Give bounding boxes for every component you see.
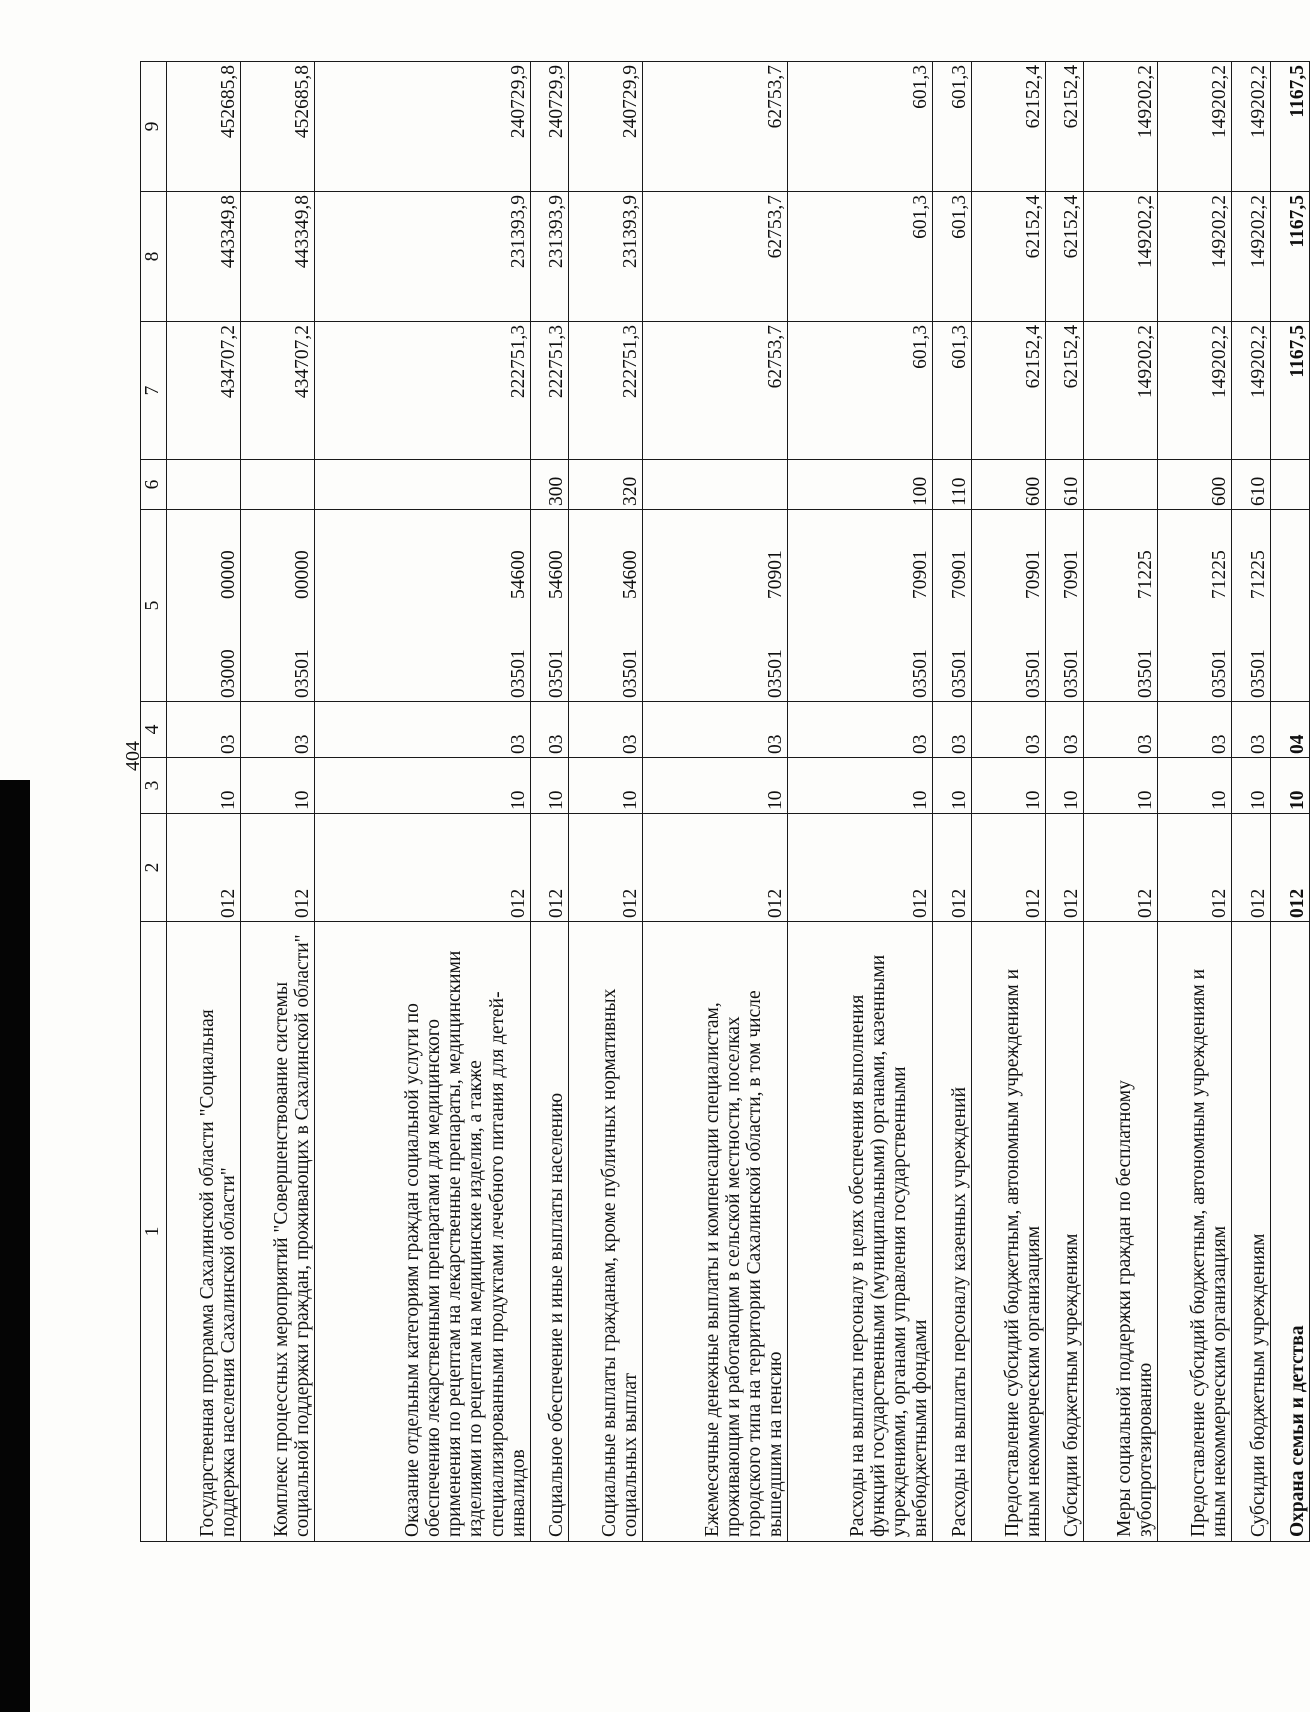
amount-col8: 62152,4	[1045, 192, 1084, 322]
subsection-code: 03	[569, 702, 643, 758]
target-article-cell	[1158, 510, 1232, 702]
ministry-code: 012	[1232, 814, 1271, 922]
row-name: Государственная программа Сахалинской области "Социальная поддержка населения Сахалинской области"	[167, 922, 241, 1542]
amount-col7: 601,3	[788, 322, 933, 460]
header-cell: 6	[141, 460, 167, 510]
target-article-code-b: 00000	[218, 550, 240, 599]
amount-col8: 443349,8	[167, 192, 241, 322]
expense-type-code	[315, 460, 530, 510]
target-article-code-b	[1308, 510, 1309, 609]
header-cell: 4	[141, 702, 167, 758]
expense-type-code: 600	[971, 460, 1045, 510]
row-name: Предоставление субсидий бюджетным, автономным учреждениям и иным некоммерческим организациям	[1158, 922, 1232, 1542]
subsection-code: 03	[971, 702, 1045, 758]
target-article-code-b: 00000	[292, 550, 314, 599]
ministry-code: 012	[788, 814, 933, 922]
table-row	[643, 62, 788, 1542]
section-code: 10	[1232, 758, 1271, 814]
ministry-code: 012	[167, 814, 241, 922]
target-article-cell	[643, 510, 788, 702]
amount-col8: 1167,5	[1271, 192, 1310, 322]
target-article-cell	[569, 510, 643, 702]
expense-type-code: 110	[932, 460, 971, 510]
subsection-code: 03	[315, 702, 530, 758]
amount-col8: 149202,2	[1084, 192, 1158, 322]
amount-col9: 62753,7	[643, 62, 788, 192]
target-article-code-b: 70901	[765, 550, 787, 599]
target-article-code-a: 03501	[1248, 649, 1270, 698]
row-name: Комплекс процессных мероприятий "Совершенствование системы социальной поддержки граждан, проживающих в Сахалинской области"	[241, 922, 315, 1542]
amount-col7: 149202,2	[1084, 322, 1158, 460]
amount-col9: 240729,9	[530, 62, 569, 192]
ministry-code: 012	[1045, 814, 1084, 922]
table-row	[788, 62, 933, 1542]
header-cell: 8	[141, 192, 167, 322]
target-article-code-b: 70901	[948, 550, 970, 599]
amount-col9: 149202,2	[1232, 62, 1271, 192]
amount-col7: 222751,3	[315, 322, 530, 460]
row-name: Социальное обеспечение и иные выплаты населению	[530, 922, 569, 1542]
subsection-code: 03	[1232, 702, 1271, 758]
target-article-code-b: 70901	[1022, 550, 1044, 599]
target-article-cell	[1045, 510, 1084, 702]
target-article-code-a	[1308, 609, 1309, 701]
section-code: 10	[1084, 758, 1158, 814]
target-article-code-a: 03501	[948, 649, 970, 698]
target-article-cell	[530, 510, 569, 702]
ministry-code: 012	[315, 814, 530, 922]
expense-type-code: 300	[530, 460, 569, 510]
amount-col8: 443349,8	[241, 192, 315, 322]
section-code: 10	[643, 758, 788, 814]
target-article-code-b: 54600	[507, 550, 529, 599]
page-number: 404	[122, 741, 144, 771]
header-cell: 9	[141, 62, 167, 192]
target-article-code-b: 71225	[1135, 550, 1157, 599]
amount-col8: 231393,9	[315, 192, 530, 322]
amount-col9: 240729,9	[315, 62, 530, 192]
section-code: 10	[241, 758, 315, 814]
amount-col8: 231393,9	[569, 192, 643, 322]
amount-col8: 231393,9	[530, 192, 569, 322]
target-article-cell	[167, 510, 241, 702]
expense-type-code	[643, 460, 788, 510]
table-row	[167, 62, 241, 1542]
table-row	[1232, 62, 1271, 1542]
subsection-code: 03	[788, 702, 933, 758]
target-article-code-b: 70901	[909, 550, 931, 599]
ministry-code: 012	[569, 814, 643, 922]
amount-col8: 149202,2	[1158, 192, 1232, 322]
target-article-code-a: 03501	[1022, 649, 1044, 698]
amount-col8: 62753,7	[643, 192, 788, 322]
subsection-code: 03	[1084, 702, 1158, 758]
header-cell: 7	[141, 322, 167, 460]
row-name: Ежемесячные денежные выплаты и компенсации специалистам, проживающим и работающим в сельской местности, поселках городского типа на территории Сахалинской области, в том числе вышедшим на пенсию	[643, 922, 788, 1542]
amount-col7: 149202,2	[1158, 322, 1232, 460]
section-code: 10	[932, 758, 971, 814]
ministry-code: 012	[1084, 814, 1158, 922]
target-article-code-a: 03501	[765, 649, 787, 698]
row-name: Охрана семьи и детства	[1271, 922, 1310, 1542]
table-row	[1158, 62, 1232, 1542]
amount-col7: 222751,3	[530, 322, 569, 460]
amount-col9: 240729,9	[569, 62, 643, 192]
target-article-cell	[1271, 510, 1310, 702]
target-article-cell	[1084, 510, 1158, 702]
amount-col9: 452685,8	[167, 62, 241, 192]
ministry-code: 012	[643, 814, 788, 922]
section-code: 10	[1271, 758, 1310, 814]
table-row	[971, 62, 1045, 1542]
target-article-cell	[315, 510, 530, 702]
subsection-code: 03	[241, 702, 315, 758]
ministry-code: 012	[932, 814, 971, 922]
table-row	[241, 62, 315, 1542]
subsection-code: 03	[932, 702, 971, 758]
ministry-code: 012	[1271, 814, 1310, 922]
target-article-code-a: 03501	[1209, 649, 1231, 698]
row-name: Меры социальной поддержки граждан по бесплатному зубопротезированию	[1084, 922, 1158, 1542]
section-code: 10	[315, 758, 530, 814]
target-article-cell	[971, 510, 1045, 702]
section-code: 10	[530, 758, 569, 814]
table-row	[315, 62, 530, 1542]
section-code: 10	[569, 758, 643, 814]
header-row	[141, 62, 167, 1542]
scan-dark-edge	[0, 780, 30, 1712]
row-name: Расходы на выплаты персоналу казенных учреждений	[932, 922, 971, 1542]
expense-type-code	[167, 460, 241, 510]
ministry-code: 012	[971, 814, 1045, 922]
amount-col8: 149202,2	[1232, 192, 1271, 322]
amount-col7: 1167,5	[1271, 322, 1310, 460]
expense-type-code	[1084, 460, 1158, 510]
subsection-code: 03	[1158, 702, 1232, 758]
table-row	[1271, 62, 1310, 1542]
amount-col9: 62152,4	[1045, 62, 1084, 192]
expense-type-code: 610	[1232, 460, 1271, 510]
rotated-table-container	[140, 62, 1310, 1542]
table-row	[1084, 62, 1158, 1542]
ministry-code: 012	[1158, 814, 1232, 922]
subsection-code: 03	[167, 702, 241, 758]
amount-col8: 62152,4	[971, 192, 1045, 322]
subsection-code: 04	[1271, 702, 1310, 758]
row-name: Оказание отдельным категориям граждан социальной услуги по обеспечению лекарственными препаратами для медицинского применения по рецептам на лекарственные препараты, медицинскими изделиями по рецептам на медицинские изделия, а также специализированными продуктами лечебного питания для детей-инвалидов	[315, 922, 530, 1542]
target-article-code-a: 03000	[218, 649, 240, 698]
section-code: 10	[167, 758, 241, 814]
table-row	[1045, 62, 1084, 1542]
amount-col7: 62152,4	[971, 322, 1045, 460]
expense-type-code: 100	[788, 460, 933, 510]
header-cell: 2	[141, 814, 167, 922]
target-article-cell	[788, 510, 933, 702]
row-name: Субсидии бюджетным учреждениям	[1045, 922, 1084, 1542]
expense-type-code: 610	[1045, 460, 1084, 510]
amount-col7: 222751,3	[569, 322, 643, 460]
amount-col9: 601,3	[788, 62, 933, 192]
section-code: 10	[1045, 758, 1084, 814]
row-name: Расходы на выплаты персоналу в целях обеспечения выполнения функций государственными (муниципальными) органами, казенными учреждениями, органами управления государственными внебюджетными фондами	[788, 922, 933, 1542]
amount-col7: 62753,7	[643, 322, 788, 460]
target-article-code-b: 70901	[1061, 550, 1083, 599]
target-article-code-b: 71225	[1248, 550, 1270, 599]
section-code: 10	[788, 758, 933, 814]
section-code: 10	[1158, 758, 1232, 814]
amount-col9: 62152,4	[971, 62, 1045, 192]
target-article-code-a: 03501	[546, 649, 568, 698]
amount-col7: 434707,2	[167, 322, 241, 460]
header-cell: 5	[141, 510, 167, 702]
table-row	[569, 62, 643, 1542]
section-code: 10	[971, 758, 1045, 814]
target-article-cell	[241, 510, 315, 702]
table-row	[530, 62, 569, 1542]
expense-type-code	[1271, 460, 1310, 510]
target-article-code-a: 03501	[1135, 649, 1157, 698]
ministry-code: 012	[241, 814, 315, 922]
amount-col9: 149202,2	[1084, 62, 1158, 192]
target-article-code-a: 03501	[292, 649, 314, 698]
amount-col9: 452685,8	[241, 62, 315, 192]
target-article-code-b: 71225	[1209, 550, 1231, 599]
row-name: Социальные выплаты гражданам, кроме публичных нормативных социальных выплат	[569, 922, 643, 1542]
target-article-cell	[932, 510, 971, 702]
ministry-code: 012	[530, 814, 569, 922]
target-article-code-a: 03501	[909, 649, 931, 698]
table-row	[932, 62, 971, 1542]
target-article-code-b: 54600	[620, 550, 642, 599]
target-article-code-a: 03501	[1061, 649, 1083, 698]
row-name: Субсидии бюджетным учреждениям	[1232, 922, 1271, 1542]
expense-type-code: 600	[1158, 460, 1232, 510]
amount-col9: 601,3	[932, 62, 971, 192]
row-name: Предоставление субсидий бюджетным, автономным учреждениям и иным некоммерческим организациям	[971, 922, 1045, 1542]
header-cell: 1	[141, 922, 167, 1542]
budget-table	[140, 61, 1310, 1542]
amount-col9: 149202,2	[1158, 62, 1232, 192]
target-article-code-a: 03501	[507, 649, 529, 698]
expense-type-code	[241, 460, 315, 510]
subsection-code: 03	[530, 702, 569, 758]
target-article-code-a: 03501	[620, 649, 642, 698]
header-cell: 3	[141, 758, 167, 814]
amount-col7: 149202,2	[1232, 322, 1271, 460]
amount-col8: 601,3	[932, 192, 971, 322]
amount-col7: 62152,4	[1045, 322, 1084, 460]
expense-type-code: 320	[569, 460, 643, 510]
target-article-code-b: 54600	[546, 550, 568, 599]
amount-col9: 1167,5	[1271, 62, 1310, 192]
subsection-code: 03	[643, 702, 788, 758]
target-article-cell	[1232, 510, 1271, 702]
amount-col7: 601,3	[932, 322, 971, 460]
subsection-code: 03	[1045, 702, 1084, 758]
amount-col7: 434707,2	[241, 322, 315, 460]
amount-col8: 601,3	[788, 192, 933, 322]
